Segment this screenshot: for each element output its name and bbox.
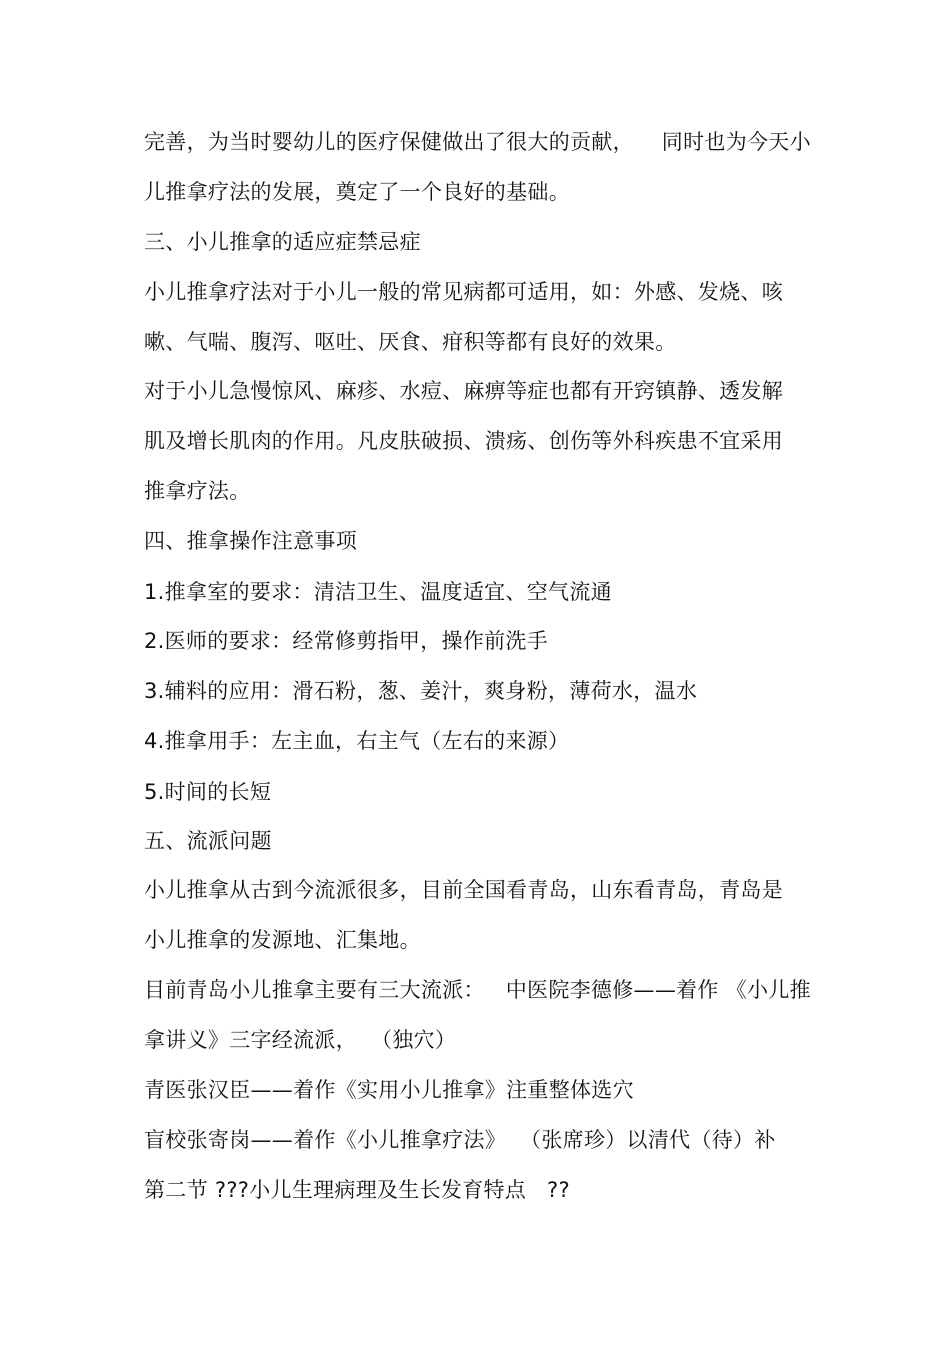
text-line: 完善，为当时婴幼儿的医疗保健做出了很大的贡献， 同时也为今天小: [144, 130, 811, 154]
list-item: 2.医师的要求：经常修剪指甲，操作前洗手: [144, 629, 549, 653]
list-item: 4.推拿用手：左主血，右主气（左右的来源）: [144, 729, 570, 753]
section-heading: 三、小儿推拿的适应症禁忌症: [144, 230, 421, 254]
text-line: 推拿疗法。: [144, 479, 251, 503]
text-line: 对于小儿急慢惊风、麻疹、水痘、麻痹等症也都有开窍镇静、透发解: [144, 379, 783, 403]
text-line: 小儿推拿疗法对于小儿一般的常见病都可适用，如：外感、发烧、咳: [144, 280, 783, 304]
text-line: 盲校张寄岗——着作《小儿推拿疗法》 （张席珍）以清代（待）补: [144, 1128, 776, 1152]
list-item: 5.时间的长短: [144, 780, 272, 804]
text-line: 小儿推拿从古到今流派很多，目前全国看青岛，山东看青岛，青岛是: [144, 878, 783, 902]
text-line: 小儿推拿的发源地、汇集地。: [144, 928, 421, 952]
section-heading: 第二节 ???小儿生理病理及生长发育特点 ??: [144, 1178, 570, 1202]
text-line: 儿推拿疗法的发展，奠定了一个良好的基础。: [144, 180, 570, 204]
text-line: 嗽、气喘、腹泻、呕吐、厌食、疳积等都有良好的效果。: [144, 330, 677, 354]
text-line: 拿讲义》三字经流派， （独穴）: [144, 1028, 457, 1052]
section-heading: 五、流派问题: [144, 829, 272, 853]
section-heading: 四、推拿操作注意事项: [144, 529, 357, 553]
text-line: 目前青岛小儿推拿主要有三大流派： 中医院李德修——着作 《小儿推: [144, 978, 811, 1002]
list-item: 1.推拿室的要求：清洁卫生、温度适宜、空气流通: [144, 580, 612, 604]
list-item: 3.辅料的应用：滑石粉，葱、姜汁，爽身粉，薄荷水，温水: [144, 679, 698, 703]
text-line: 肌及增长肌肉的作用。凡皮肤破损、溃疡、创伤等外科疾患不宜采用: [144, 429, 783, 453]
text-line: 青医张汉臣——着作《实用小儿推拿》注重整体选穴: [144, 1078, 634, 1102]
